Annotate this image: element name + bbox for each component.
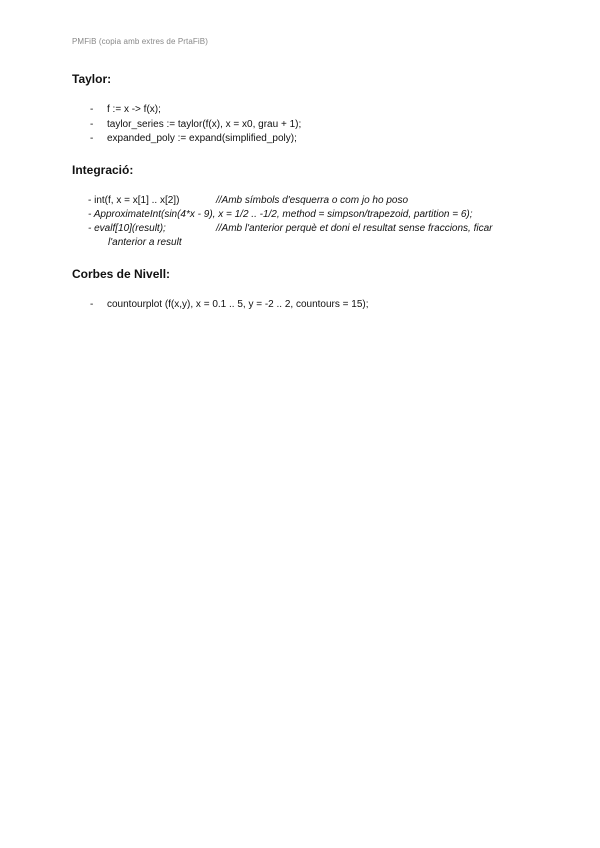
code-comment: //Amb símbols d'esquerra o com jo ho poso (216, 195, 409, 206)
heading-corbes: Corbes de Nivell: (72, 267, 171, 281)
code-comment: //Amb l'anterior perquè et doni el resultat sense fraccions, ficar (216, 223, 493, 234)
page-header: PMFiB (copia amb extres de PrtaFiB) (72, 37, 208, 46)
heading-integracio: Integració: (72, 163, 134, 177)
heading-taylor: Taylor: (72, 72, 112, 86)
